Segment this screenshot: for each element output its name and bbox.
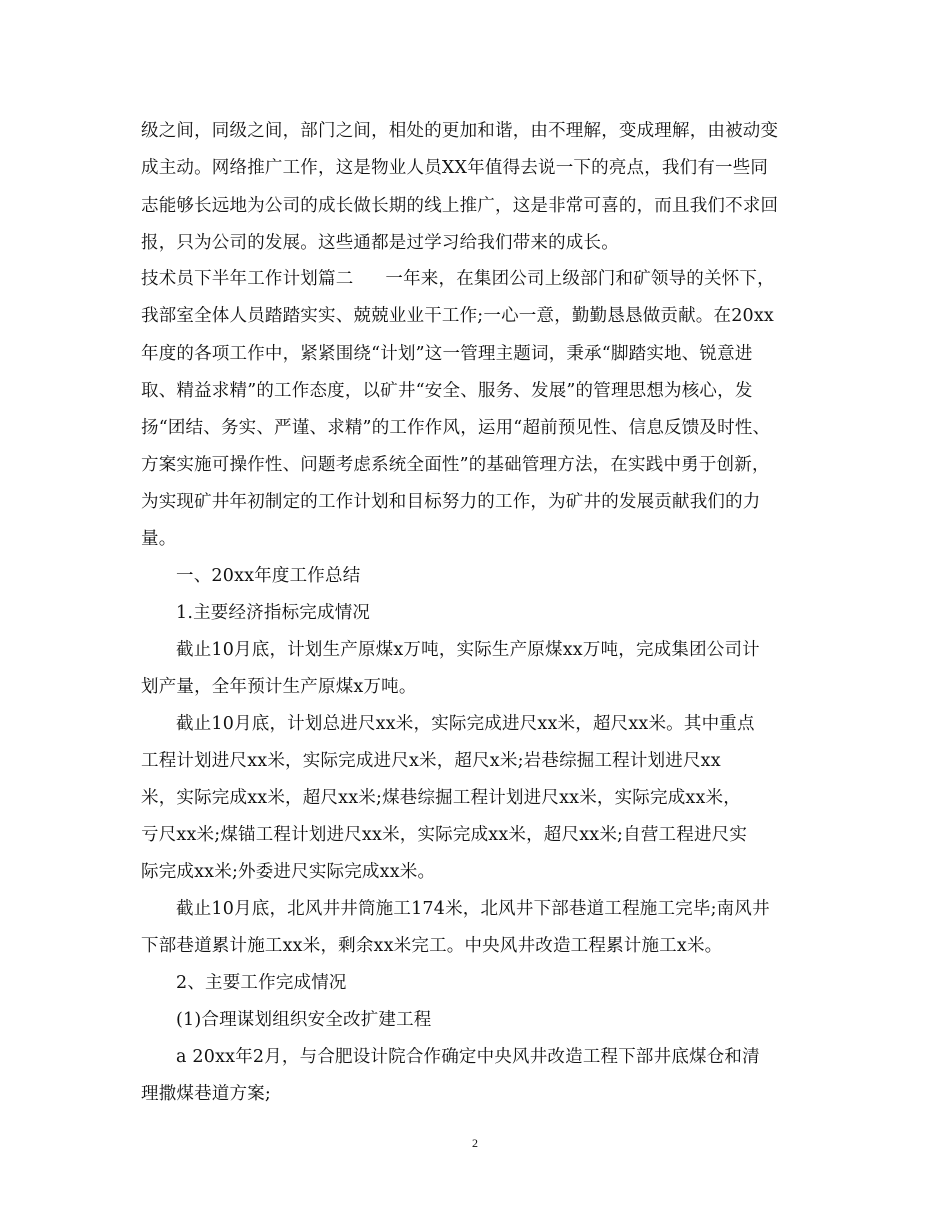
text-line: 工程计划进尺xx米，实际完成进尺x米，超尺x米;岩巷综掘工程计划进尺xx: [141, 751, 721, 771]
subsection-heading: (1)合理谋划组织安全改扩建工程: [176, 1010, 432, 1030]
text-line: 截止10月底，北风井井筒施工174米，北风井下部巷道工程施工完毕;南风井: [176, 899, 770, 919]
section-heading-line: [141, 268, 775, 290]
text-line: 划产量，全年预计生产原煤x万吨。: [141, 677, 417, 697]
text-line: 取、精益求精”的工作态度，以矿井“安全、服务、发展”的管理思想为核心，发: [141, 381, 753, 401]
text-line: 量。: [141, 529, 177, 549]
text-line: 成主动。网络推广工作，这是物业人员XX年值得去说一下的亮点，我们有一些同: [141, 158, 769, 178]
text-line: 为实现矿井年初制定的工作计划和目标努力的工作，为矿井的发展贡献我们的力: [141, 492, 761, 512]
text-line: 我部室全体人员踏踏实实、兢兢业业干工作;一心一意，勤勤恳恳做贡献。在20xx: [141, 306, 775, 326]
text-run: 一年来，在集团公司上级部门和矿领导的关怀下，: [385, 269, 775, 289]
text-line: 际完成xx米;外委进尺实际完成xx米。: [141, 862, 436, 882]
page-number: 2: [472, 1136, 478, 1150]
section-heading: 一、20xx年度工作总结: [176, 566, 361, 586]
text-line: 方案实施可操作性、问题考虑系统全面性”的基础管理方法，在实践中勇于创新，: [141, 455, 770, 475]
text-line: 下部巷道累计施工xx米，剩余xx米完工。中央风井改造工程累计施工x米。: [141, 936, 723, 956]
text-line: a 20xx年2月，与合肥设计院合作确定中央风井改造工程下部井底煤仓和清: [176, 1047, 760, 1067]
text-line: 截止10月底，计划生产原煤x万吨，实际生产原煤xx万吨，完成集团公司计: [176, 640, 760, 660]
text-line: 截止10月底，计划总进尺xx米，实际完成进尺xx米，超尺xx米。其中重点: [176, 714, 755, 734]
text-line: 米，实际完成xx米，超尺xx米;煤巷综掘工程计划进尺xx米，实际完成xx米，: [141, 788, 741, 808]
text-line: 报，只为公司的发展。这些通都是过学习给我们带来的成长。: [141, 233, 619, 253]
section-title: 技术员下半年工作计划篇二: [141, 269, 354, 289]
text-line: 扬“团结、务实、严谨、求精”的工作作风，运用“超前预见性、信息反馈及时性、: [141, 418, 771, 438]
text-line: 志能够长远地为公司的成长做长期的线上推广，这是非常可喜的，而且我们不求回: [141, 196, 779, 216]
text-line: 级之间，同级之间，部门之间，相处的更加和谐，由不理解，变成理解，由被动变: [141, 121, 779, 141]
text-line: 理撒煤巷道方案;: [141, 1084, 271, 1104]
subsection-heading: 1.主要经济指标完成情况: [176, 603, 371, 623]
section-heading: 2、主要工作完成情况: [176, 973, 347, 993]
text-line: 亏尺xx米;煤锚工程计划进尺xx米，实际完成xx米，超尺xx米;自营工程进尺实: [141, 825, 748, 845]
text-line: 年度的各项工作中，紧紧围绕“计划”这一管理主题词，秉承“脚踏实地、锐意进: [141, 344, 753, 364]
